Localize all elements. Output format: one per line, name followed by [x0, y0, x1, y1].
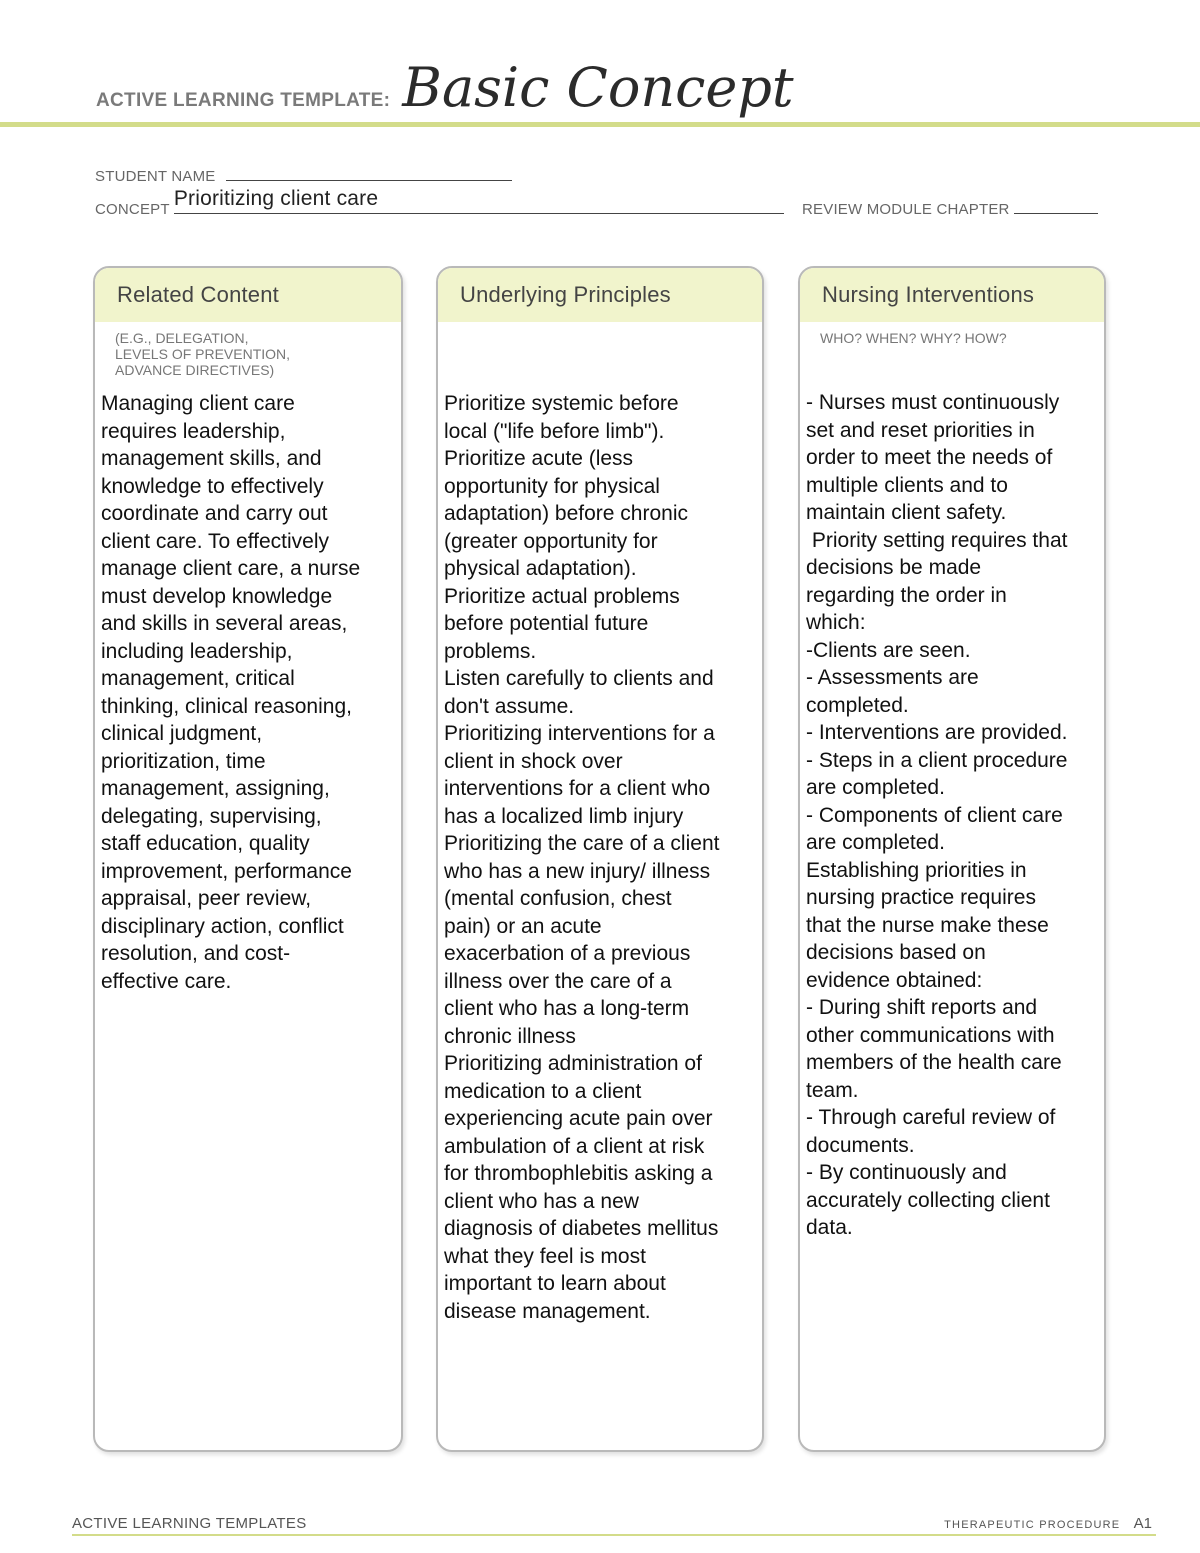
concept-row — [95, 187, 784, 218]
footer-series: ACTIVE LEARNING TEMPLATES — [72, 1515, 307, 1532]
nursing-interventions-hint: WHO? WHEN? WHY? HOW? — [820, 330, 1007, 346]
underlying-principles-card — [436, 266, 764, 1452]
underlying-principles-header — [438, 268, 762, 322]
student-name-row — [95, 164, 512, 185]
related-content-card — [93, 266, 403, 1452]
related-content-hint: (E.G., DELEGATION, LEVELS OF PREVENTION, ADVANCE DIRECTIVES) — [115, 330, 291, 378]
nursing-interventions-card — [798, 266, 1106, 1452]
review-module-row — [802, 197, 1098, 218]
header-divider — [0, 122, 1200, 127]
footer-procedure: THERAPEUTIC PROCEDURE — [944, 1519, 1121, 1531]
related-content-header — [95, 268, 401, 322]
review-module-field[interactable] — [1014, 197, 1098, 214]
page-header — [96, 56, 794, 120]
underlying-principles-title: Underlying Principles — [460, 282, 671, 307]
underlying-principles-hint — [438, 322, 762, 330]
nursing-interventions-title: Nursing Interventions — [822, 282, 1035, 307]
related-content-title: Related Content — [117, 282, 279, 307]
nursing-interventions-text[interactable]: - Nurses must continuously set and reset priorities in order to meet the needs of multiple clients and to maintain client safety. Priority setting requires that decisions be made regarding the order in which: -Clients are seen. - Assessments are completed. - Interventions are provided. - Steps in a client procedure are completed. - Components of client care are completed. Establishing priorities in nursing practice requires that the nurse make these decisions based on evidence obtained: - During shift reports and other communications with members of the health care team. - Through careful review of documents. - By continuously and accurately collecting client data. — [806, 391, 1068, 1239]
concept-value: Prioritizing client care — [173, 187, 379, 210]
footer-info — [944, 1515, 1152, 1532]
review-module-label: REVIEW MODULE CHAPTER — [802, 201, 1010, 218]
footer-divider — [72, 1534, 1156, 1536]
student-name-label: STUDENT NAME — [95, 168, 216, 185]
header-prefix: ACTIVE LEARNING TEMPLATE: — [96, 90, 391, 111]
footer-page: A1 — [1133, 1515, 1152, 1532]
concept-field[interactable] — [173, 187, 784, 214]
related-content-text[interactable]: Managing client care requires leadership, management skills, and knowledge to effectively coordinate and carry out client care. To effectively manage client care, a nurse must develop knowledge and skills in several areas, including leadership, management, critical thinking, clinical reasoning, clinical judgment, prioritization, time management, assigning, delegating, supervising, staff education, quality improvement, performance appraisal, peer review, disciplinary action, conflict resolution, and cost- effective care. — [101, 392, 361, 993]
underlying-principles-text[interactable]: Prioritize systemic before local ("life before limb"). Prioritize acute (less opportunity for physical adaptation) before chronic (greater opportunity for physical adaptation). Prioritize actual problems before potential future problems. Listen carefully to clients and don't assume. Prioritizing interventions for a client in shock over interventions for a client who has a localized limb injury Prioritizing the care of a client who has a new injury/ illness (mental confusion, chest pain) or an acute exacerbation of a previous illness over the care of a client who has a long-term chronic illness Prioritizing administration of medication to a client experiencing acute pain over ambulation of a client at risk for thrombophlebitis asking a client who has a new diagnosis of diabetes mellitus what they feel is most important to learn about disease management. — [444, 392, 720, 1323]
nursing-interventions-header — [800, 268, 1104, 322]
student-name-field[interactable] — [226, 164, 512, 181]
page-title: Basic Concept — [402, 56, 794, 119]
concept-label: CONCEPT — [95, 201, 170, 218]
